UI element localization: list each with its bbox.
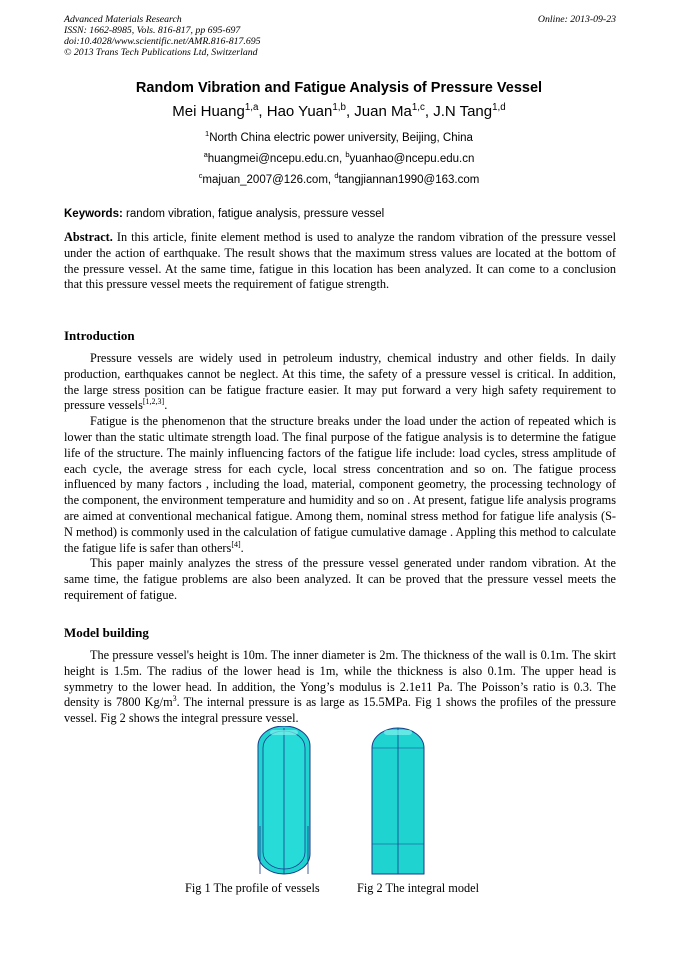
- model-body: [64, 648, 616, 727]
- section-heading-introduction: Introduction: [64, 328, 135, 343]
- keywords-text: random vibration, fatigue analysis, pressure vessel: [126, 208, 385, 220]
- author-name: Juan Ma: [354, 103, 412, 120]
- figure-2-integral-model: [370, 726, 426, 876]
- paragraph: The pressure vessel's height is 10m. The inner diameter is 2m. The thickness of the wall is 0.1m. The skirt height is 1.5m. The radius of the lower head is 1m, while the thickness is also 0.1m. The upper head is symmetry to the lower head. In addition, the Yong’s modulus is 2.1e11 Pa. The Poisson’s ratio is 0.3. The density is 7800 $Kg/m^3$. The internal pressure is as large as 15.5MPa. Fig 1 shows the profiles of the pressure vessel. Fig 2 shows the integral pressure vessel.: [64, 648, 616, 726]
- citation: [4]: [231, 539, 241, 549]
- author-list: Mei Huang$^{1,a}$, Hao Yuan$^{1,b}$, Juan Ma$^{1,c}$, J.N Tang$^{1,d}$: [172, 102, 506, 120]
- paragraph: Fatigue is the phenomenon that the structure breaks under the load under the action of repeated which is lower than the static ultimate strength load. The final purpose of the fatigue analysis is to determine the fatigue life of the structure. The mainly influencing factors of the fatigue life include: load cycles, stress amplitude of each cycle, the average stress for each cycle, local stress concentration and so on. The fatigue process influenced by many factors , including the load, material, component geometry, the processing technology of the component, the environment temperature and humidity and so on . At present, fatigue life analysis programs are aimed at conventional mechanical fatigue. Among them, nominal stress method for fatigue life analysis (S-N method) is commonly used in the calculation of fatigue cumulative damage . Appling this method to calculate the fatigue life is safer than others[4].: [64, 414, 616, 555]
- affiliation: $^1$North China electric power university, Beijing, China: [205, 129, 473, 144]
- citation: [1,2,3]: [142, 397, 165, 407]
- paragraph: This paper mainly analyzes the stress of the pressure vessel generated under random vibration. At the same time, the fatigue problems are also been analyzed. It can be proved that the pressure vessel meets the requirement of fatigue.: [64, 556, 616, 602]
- paragraph: Pressure vessels are widely used in petroleum industry, chemical industry and other fields. In daily production, earthquakes cannot be neglect. At this time, the safety of a pressure vessel is critical. In addition, the large stress position can be fatigue fracture easier. It may put forward a very high safety requirement to pressure vessels[1,2,3].: [64, 351, 616, 413]
- journal-header: [64, 14, 616, 58]
- email: yuanhao@ncepu.edu.cn: [349, 153, 475, 165]
- abstract-label: Abstract.: [64, 230, 113, 244]
- doi: doi:10.4028/www.scientific.net/AMR.816-817.695: [64, 36, 261, 47]
- keywords: [64, 208, 624, 220]
- author-name: J.N Tang: [433, 103, 493, 120]
- email-line-1: $^a$huangmei@ncepu.edu.cn, $^b$yuanhao@ncepu.edu.cn: [203, 150, 475, 165]
- email-line-2: $^c$majuan_2007@126.com, $^d$tangjiannan1990@163.com: [198, 171, 480, 186]
- author-sup: 1,d: [492, 102, 506, 113]
- abstract-text: In this article, finite element method is used to analyze the random vibration of the pressure vessel under the action of earthquake. The result shows that the maximum stress values are located at the bottom of the pressure vessel. At the same time, fatigue in this location has been analyzed. It can come to a conclusion that this pressure vessel meets the requirement of fatigue strength.: [64, 230, 616, 292]
- introduction-body: [64, 351, 616, 604]
- keywords-label: Keywords:: [64, 208, 123, 220]
- paper-title: Random Vibration and Fatigue Analysis of Pressure Vessel: [135, 80, 543, 96]
- author-sup: 1,c: [411, 102, 425, 113]
- figure-1-caption: Fig 1 The profile of vessels: [185, 881, 320, 895]
- author-name: Hao Yuan: [266, 103, 333, 120]
- issn: ISSN: 1662-8985, Vols. 816-817, pp 695-697: [64, 25, 241, 36]
- email: tangjiannan1990@163.com: [338, 174, 480, 186]
- figure-2-caption: Fig 2 The integral model: [357, 881, 480, 895]
- figure-1-vessel-profile: [256, 726, 312, 876]
- journal-name: Advanced Materials Research: [64, 14, 182, 25]
- email: majuan_2007@126.com,: [202, 174, 332, 186]
- online-date: Online: 2013-09-23: [537, 14, 616, 25]
- abstract: [64, 230, 616, 293]
- copyright: © 2013 Trans Tech Publications Ltd, Switzerland: [64, 47, 258, 58]
- author-name: Mei Huang: [172, 103, 245, 120]
- author-sup: 1,a: [244, 102, 259, 113]
- section-heading-model-building: Model building: [64, 625, 149, 640]
- vessel-top-highlight: [384, 730, 412, 735]
- author-sup: 1,b: [332, 102, 346, 113]
- email: huangmei@ncepu.edu.cn,: [207, 153, 343, 165]
- vessel-top-highlight: [270, 730, 298, 735]
